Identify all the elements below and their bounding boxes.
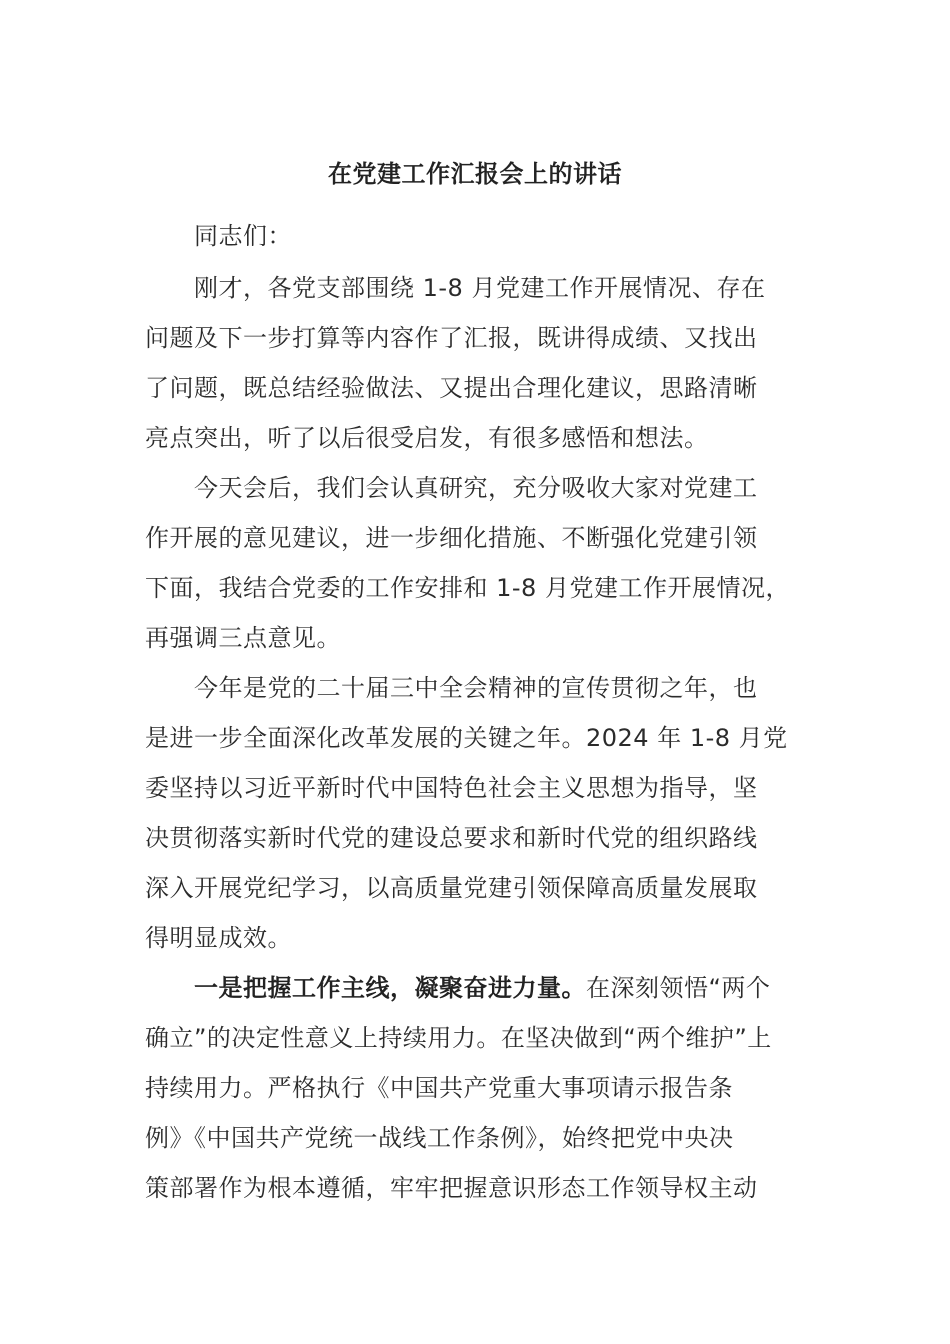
paragraph-line: 深入开展党纪学习，以高质量党建引领保障高质量发展取	[145, 874, 758, 902]
paragraph-line: 得明显成效。	[145, 924, 292, 952]
section-heading-continuation: 在深刻领悟“两个	[586, 974, 771, 1002]
paragraph-line: 了问题，既总结经验做法、又提出合理化建议，思路清晰	[145, 374, 758, 402]
paragraph-line: 今年是党的二十届三中全会精神的宣传贯彻之年，也	[194, 674, 758, 702]
section-heading-line	[194, 970, 770, 1006]
paragraph-line: 是进一步全面深化改革发展的关键之年。2024 年 1-8 月党	[145, 724, 788, 752]
paragraph-line: 委坚持以习近平新时代中国特色社会主义思想为指导，坚	[145, 774, 758, 802]
paragraph-line: 亮点突出，听了以后很受启发，有很多感悟和想法。	[145, 424, 709, 452]
paragraph-line: 问题及下一步打算等内容作了汇报，既讲得成绩、又找出	[145, 324, 758, 352]
paragraph-line: 持续用力。严格执行《中国共产党重大事项请示报告条	[145, 1074, 733, 1102]
paragraph-line: 决贯彻落实新时代党的建设总要求和新时代党的组织路线	[145, 824, 758, 852]
paragraph-line: 刚才，各党支部围绕 1-8 月党建工作开展情况、存在	[194, 274, 766, 302]
paragraph-line: 再强调三点意见。	[145, 624, 341, 652]
salutation: 同志们：	[194, 222, 292, 250]
paragraph-line: 确立”的决定性意义上持续用力。在坚决做到“两个维护”上	[145, 1024, 772, 1052]
paragraph-line: 下面，我结合党委的工作安排和 1-8 月党建工作开展情况，	[145, 574, 790, 602]
paragraph-line: 策部署作为根本遵循，牢牢把握意识形态工作领导权主动	[145, 1174, 758, 1202]
paragraph-line: 例》《中国共产党统一战线工作条例》，始终把党中央决	[145, 1124, 734, 1152]
section-heading: 一是把握工作主线，凝聚奋进力量。	[194, 974, 586, 1002]
paragraph-line: 作开展的意见建议，进一步细化措施、不断强化党建引领	[145, 524, 758, 552]
document-title: 在党建工作汇报会上的讲话	[328, 160, 622, 188]
paragraph-line: 今天会后，我们会认真研究，充分吸收大家对党建工	[194, 474, 758, 502]
